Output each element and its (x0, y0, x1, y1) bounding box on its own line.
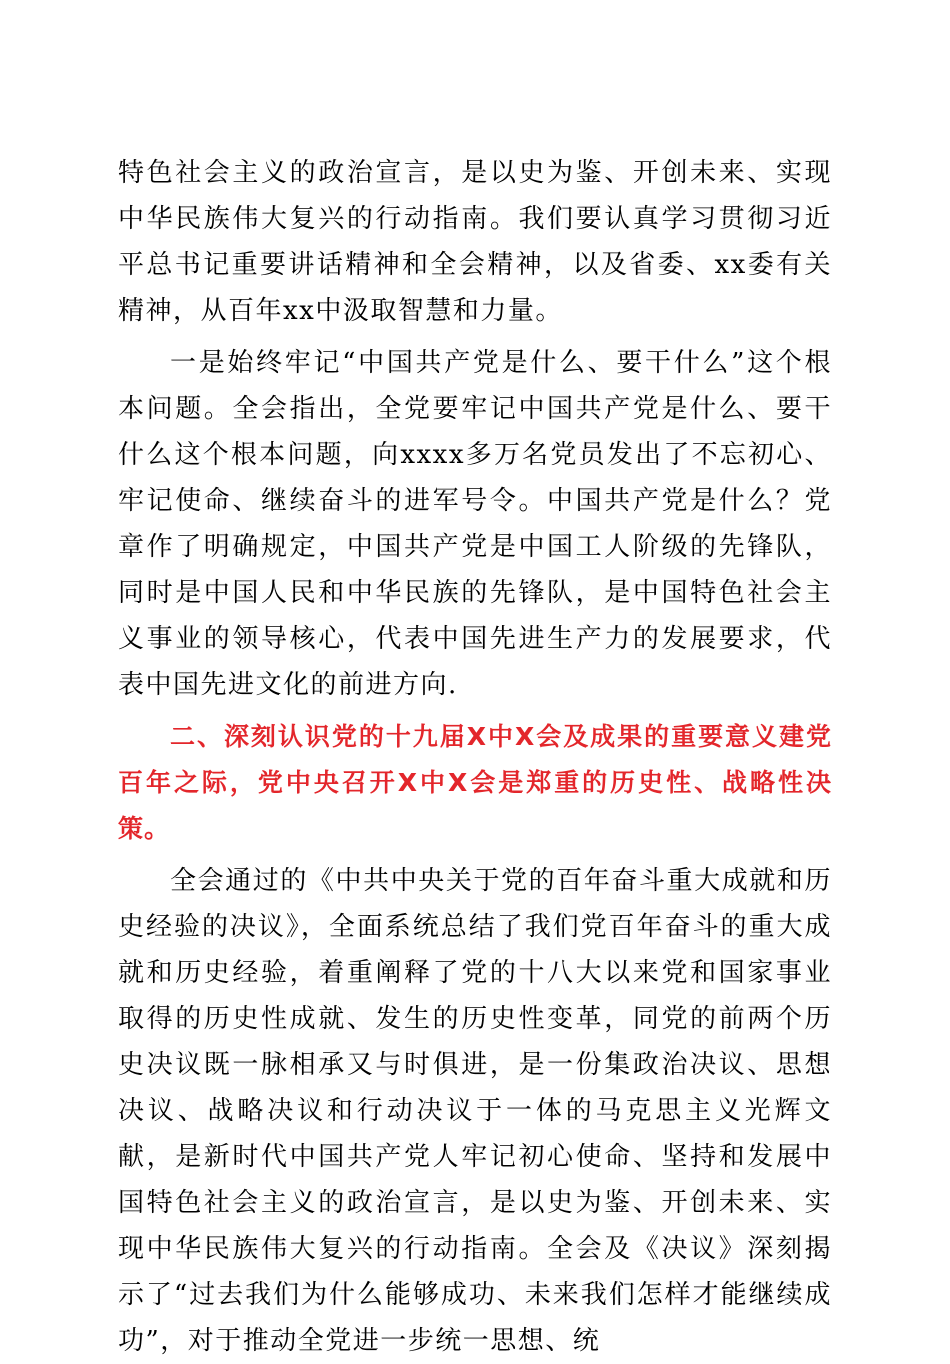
section-heading-two: 二、深刻认识党的十九届X中X会及成果的重要意义建党百年之际，党中央召开X中X会是郑重的历史性、战略性决策。 (118, 722, 832, 843)
document-body (118, 150, 832, 1364)
paragraph-resolution: 全会通过的《中共中央关于党的百年奋斗重大成就和历史经验的决议》，全面系统总结了我们党百年奋斗的重大成就和历史经验，着重阐释了党的十八大以来党和国家事业取得的历史性成就、发生的历史性变革，同党的前两个历史决议既一脉相承又与时俱进，是一份集政治决议、思想决议、战略决议和行动决议于一体的马克思主义光辉文献，是新时代中国共产党人牢记初心使命、坚持和发展中国特色社会主义的政治宣言，是以史为鉴、开创未来、实现中华民族伟大复兴的行动指南。全会及《决议》深刻揭示了“过去我们为什么能够成功、未来我们怎样才能继续成功”，对于推动全党进一步统一思想、统 (118, 866, 832, 1356)
paragraph-continuation: 特色社会主义的政治宣言，是以史为鉴、开创未来、实现中华民族伟大复兴的行动指南。我们要认真学习贯彻习近平总书记重要讲话精神和全会精神，以及省委、xx委有关精神，从百年xx中汲取智慧和力量。 (118, 158, 832, 326)
paragraph-point-one: 一是始终牢记“中国共产党是什么、要干什么”这个根本问题。全会指出，全党要牢记中国共产党是什么、要干什么这个根本问题，向xxxx多万名党员发出了不忘初心、牢记使命、继续奋斗的进军号令。中国共产党是什么？党章作了明确规定，中国共产党是中国工人阶级的先锋队，同时是中国人民和中华民族的先锋队，是中国特色社会主义事业的领导核心，代表中国先进生产力的发展要求，代表中国先进文化的前进方向. (118, 348, 832, 700)
